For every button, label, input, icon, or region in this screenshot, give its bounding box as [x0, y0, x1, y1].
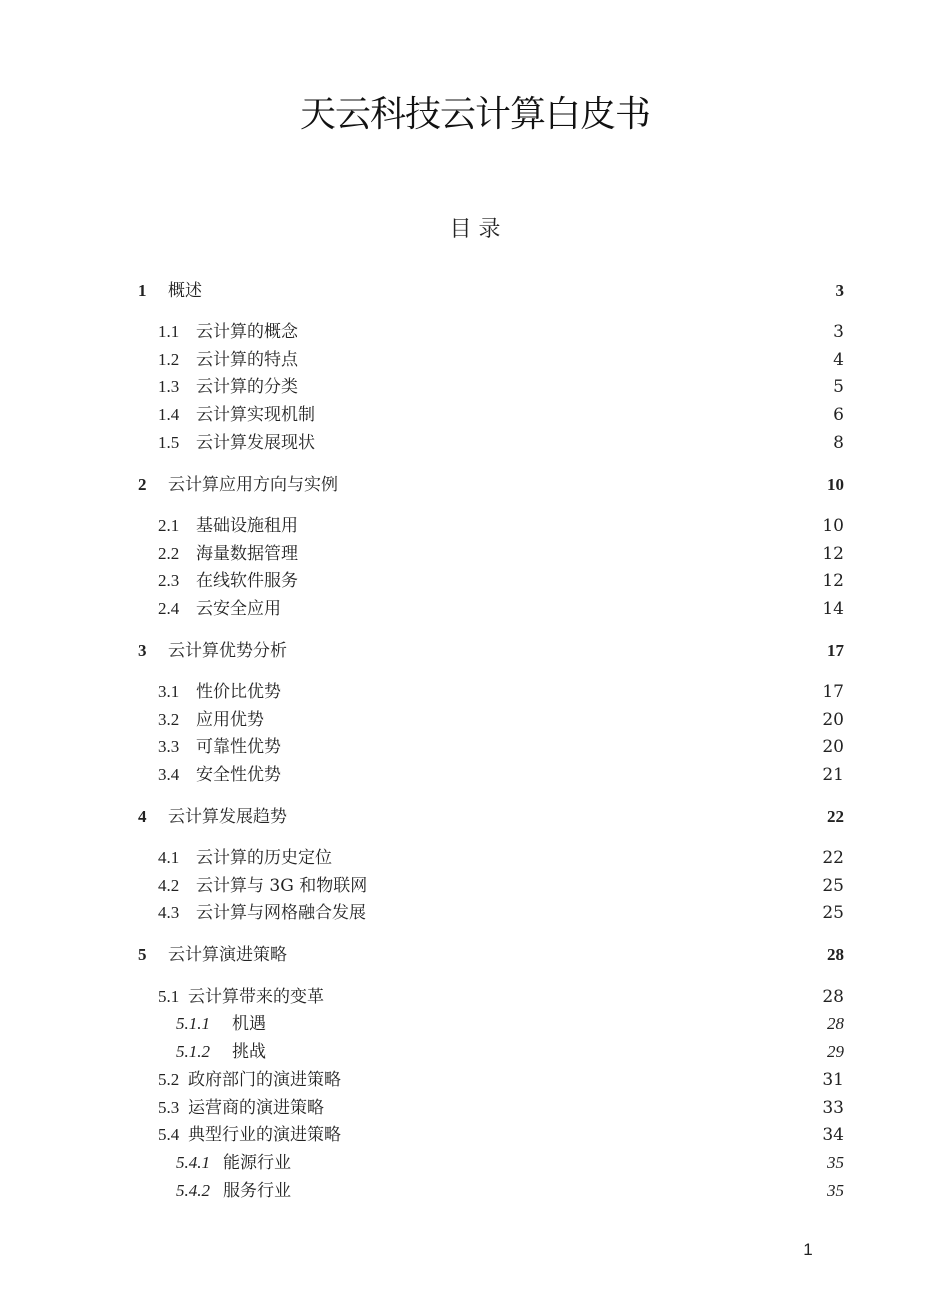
toc-entry-title: 云计算发展趋势 — [168, 807, 287, 827]
toc-entry-number: 1.4 — [158, 405, 180, 424]
toc-entry-number: 1.1 — [158, 322, 180, 341]
toc-entry[interactable] — [0, 985, 950, 1009]
toc-entry-number: 3.2 — [158, 710, 180, 729]
toc-entry-title: 安全性优势 — [196, 765, 281, 785]
toc-entry[interactable] — [0, 763, 950, 787]
toc-entry[interactable] — [0, 901, 950, 925]
toc-entry-page: 8 — [833, 433, 844, 453]
toc-entry-number: 3 — [138, 641, 147, 660]
toc-entry[interactable] — [0, 639, 950, 663]
toc-entry-page: 12 — [822, 544, 844, 564]
toc-entry[interactable] — [0, 943, 950, 967]
toc-entry-title: 概述 — [168, 281, 202, 301]
toc-entry-title: 云安全应用 — [196, 599, 281, 619]
toc-entry-title: 挑战 — [232, 1042, 266, 1062]
toc-entry-page: 14 — [822, 599, 844, 619]
toc-entry-number: 5.1.2 — [176, 1042, 210, 1061]
toc-entry-title: 政府部门的演进策略 — [188, 1070, 341, 1090]
toc-entry[interactable] — [0, 1179, 950, 1203]
document-title: 天云科技云计算白皮书 — [299, 94, 650, 135]
toc-entry[interactable] — [0, 1096, 950, 1120]
toc-entry-page: 12 — [822, 571, 844, 591]
toc-entry-number: 5.1 — [158, 987, 180, 1006]
toc-entry-title: 云计算发展现状 — [196, 433, 315, 453]
toc-entry-page: 21 — [822, 765, 844, 785]
toc-entry-page: 20 — [822, 710, 844, 730]
toc-entry-page: 25 — [822, 876, 844, 896]
toc-entry-number: 3.3 — [158, 737, 180, 756]
toc-entry-title: 云计算演进策略 — [168, 945, 287, 965]
page-number: 1 — [803, 1240, 813, 1259]
toc-entry-page: 28 — [827, 945, 844, 964]
toc-entry-title: 典型行业的演进策略 — [188, 1125, 341, 1145]
toc-entry-page: 22 — [827, 807, 844, 826]
toc-entry-number: 1.3 — [158, 377, 180, 396]
toc-entry-number: 4 — [138, 807, 147, 826]
toc-entry-page: 25 — [822, 903, 844, 923]
toc-entry[interactable] — [0, 735, 950, 759]
toc-entry-number: 5.1.1 — [176, 1014, 210, 1033]
toc-entry[interactable] — [0, 542, 950, 566]
toc-entry-page: 5 — [833, 377, 844, 397]
toc-entry-page: 20 — [822, 737, 844, 757]
toc-entry[interactable] — [0, 1123, 950, 1147]
toc-entry-page: 3 — [833, 322, 844, 342]
toc-entry-page: 34 — [822, 1125, 844, 1145]
toc-entry-number: 2.3 — [158, 571, 180, 590]
toc-entry-number: 5.4.1 — [176, 1153, 210, 1172]
toc-entry-page: 3 — [835, 281, 844, 300]
toc-entry-number: 2.1 — [158, 516, 180, 535]
toc-entry-number: 5 — [138, 945, 147, 964]
toc-entry[interactable] — [0, 403, 950, 427]
toc-entry-title: 云计算实现机制 — [196, 405, 315, 425]
toc-entry-title: 云计算带来的变革 — [188, 987, 324, 1007]
toc-entry-title: 运营商的演进策略 — [188, 1098, 324, 1118]
toc-entry-page: 17 — [822, 682, 844, 702]
toc-entry-number: 3.4 — [158, 765, 180, 784]
toc-entry-number: 5.3 — [158, 1098, 180, 1117]
toc-entry[interactable] — [0, 874, 950, 898]
toc-entry-title: 云计算的分类 — [196, 377, 298, 397]
toc-entry-page: 4 — [833, 350, 844, 370]
toc-entry-page: 35 — [827, 1181, 844, 1200]
toc-entry-title: 云计算的历史定位 — [196, 848, 332, 868]
toc-entry[interactable] — [0, 279, 950, 303]
toc-entry-title: 云计算的概念 — [196, 322, 298, 342]
toc-entry-page: 22 — [822, 848, 844, 868]
toc-entry-page: 33 — [822, 1098, 844, 1118]
toc-entry[interactable] — [0, 348, 950, 372]
toc-entry[interactable] — [0, 805, 950, 829]
toc-entry-page: 29 — [827, 1042, 844, 1061]
toc-entry-page: 10 — [827, 475, 844, 494]
toc-entry-number: 1.5 — [158, 433, 180, 452]
toc-entry-number: 2.2 — [158, 544, 180, 563]
toc-entry-title: 机遇 — [232, 1014, 266, 1034]
toc-heading: 目 录 — [449, 217, 501, 242]
toc-entry-title: 能源行业 — [223, 1153, 291, 1173]
toc-entry[interactable] — [0, 375, 950, 399]
toc-entry-number: 2 — [138, 475, 147, 494]
toc-entry-title: 性价比优势 — [196, 682, 281, 702]
toc-entry-title: 海量数据管理 — [196, 544, 298, 564]
toc-entry-title: 云计算优势分析 — [168, 641, 287, 661]
toc-entry-page: 31 — [822, 1070, 844, 1090]
toc-entry-number: 4.1 — [158, 848, 180, 867]
toc-entry-title: 云计算应用方向与实例 — [168, 475, 338, 495]
toc-entry-page: 10 — [822, 516, 844, 536]
toc-entry-number: 5.4.2 — [176, 1181, 210, 1200]
toc-entry-page: 35 — [827, 1153, 844, 1172]
toc-entry-title: 应用优势 — [196, 710, 264, 730]
toc-entry-title: 可靠性优势 — [196, 737, 281, 757]
toc-entry-number: 1.2 — [158, 350, 180, 369]
toc-entry-title: 基础设施租用 — [196, 516, 298, 536]
toc-entry-number: 3.1 — [158, 682, 180, 701]
toc-entry-title: 云计算与 3G 和物联网 — [196, 876, 368, 896]
toc-entry[interactable] — [0, 846, 950, 870]
toc-entry[interactable] — [0, 1040, 950, 1064]
toc-entry-number: 5.4 — [158, 1125, 180, 1144]
toc-entry[interactable] — [0, 569, 950, 593]
toc-entry-number: 4.3 — [158, 903, 180, 922]
toc-entry-page: 28 — [822, 987, 844, 1007]
toc-entry-title: 云计算的特点 — [196, 350, 298, 370]
toc-entry[interactable] — [0, 514, 950, 538]
toc-entry[interactable] — [0, 1068, 950, 1092]
toc-entry[interactable] — [0, 1151, 950, 1175]
toc-entry-title: 在线软件服务 — [196, 571, 298, 591]
toc-entry-number: 1 — [138, 281, 147, 300]
toc-entry-number: 5.2 — [158, 1070, 180, 1089]
toc-entry-title: 云计算与网格融合发展 — [196, 903, 366, 923]
toc-entry[interactable] — [0, 680, 950, 704]
toc-entry-page: 17 — [827, 641, 844, 660]
toc-entry-page: 6 — [833, 405, 844, 425]
toc-entry[interactable] — [0, 431, 950, 455]
toc-entry-title: 服务行业 — [223, 1181, 291, 1201]
toc-entry[interactable] — [0, 1012, 950, 1036]
toc-entry[interactable] — [0, 473, 950, 497]
toc-entry[interactable] — [0, 597, 950, 621]
toc-entry[interactable] — [0, 320, 950, 344]
toc-entry-number: 2.4 — [158, 599, 180, 618]
toc-entry-number: 4.2 — [158, 876, 180, 895]
toc-entry-page: 28 — [827, 1014, 844, 1033]
toc-entry[interactable] — [0, 708, 950, 732]
